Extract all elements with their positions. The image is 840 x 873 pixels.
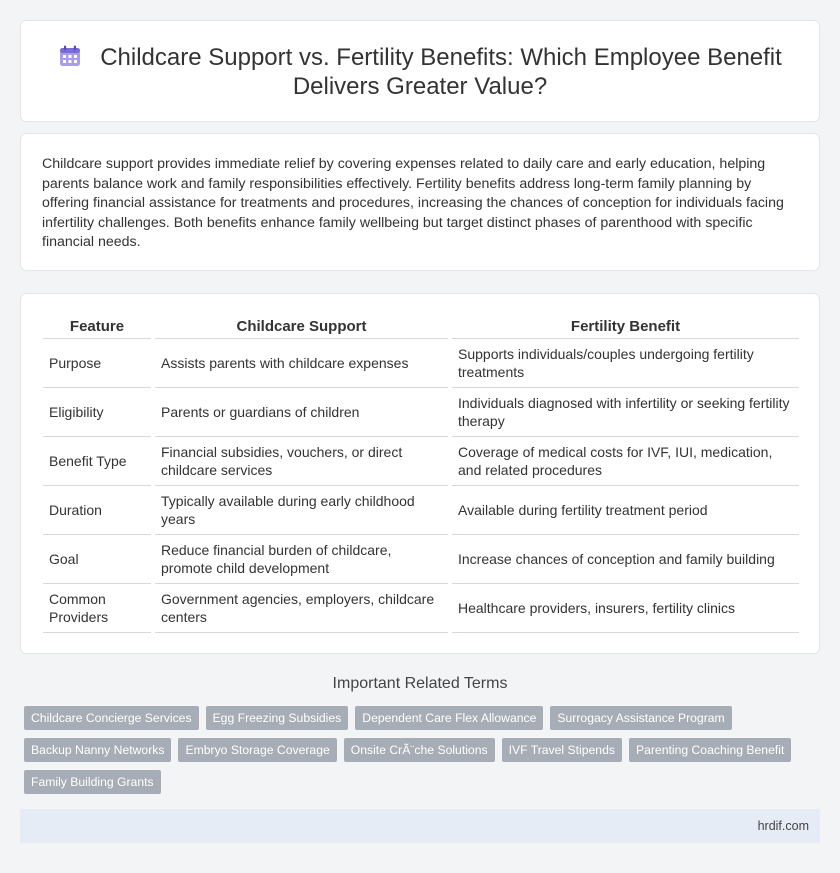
header-feature: Feature <box>43 312 153 338</box>
childcare-cell: Parents or guardians of children <box>153 387 450 436</box>
related-term-tag[interactable]: Dependent Care Flex Allowance <box>355 706 543 730</box>
childcare-cell: Assists parents with childcare expenses <box>153 338 450 387</box>
related-term-tag[interactable]: Egg Freezing Subsidies <box>206 706 349 730</box>
related-term-tag[interactable]: IVF Travel Stipends <box>502 738 622 762</box>
footer-site-link[interactable]: hrdif.com <box>757 819 809 833</box>
intro-card <box>20 133 820 271</box>
title-card <box>20 20 820 122</box>
comparison-table-card <box>20 293 820 654</box>
fertility-cell: Supports individuals/couples undergoing fertility treatments <box>450 338 799 387</box>
related-terms-title: Important Related Terms <box>332 675 508 692</box>
fertility-cell: Coverage of medical costs for IVF, IUI, medication, and related procedures <box>450 436 799 485</box>
related-term-tag[interactable]: Family Building Grants <box>24 770 161 794</box>
table-header-row <box>43 312 799 338</box>
feature-cell: Duration <box>43 485 153 534</box>
page-title <box>21 43 819 101</box>
related-term-tag[interactable]: Parenting Coaching Benefit <box>629 738 791 762</box>
intro-paragraph: Childcare support provides immediate relief by covering expenses related to daily care and early education, helping parents balance work and family responsibilities effectively. Fertility benefits address long-term family planning by offering financial assistance for treatments and procedures, increasing the chances of conception for individuals facing infertility challenges. Both benefits enhance family wellbeing but target distinct phases of parenthood with specific financial needs. <box>42 156 784 250</box>
feature-cell: Benefit Type <box>43 436 153 485</box>
fertility-cell: Individuals diagnosed with infertility or seeking fertility therapy <box>450 387 799 436</box>
header-childcare-support: Childcare Support <box>153 312 450 338</box>
feature-cell: Common Providers <box>43 583 153 632</box>
childcare-cell: Reduce financial burden of childcare, promote child development <box>153 534 450 583</box>
related-term-tag[interactable]: Onsite CrÃ¨che Solutions <box>344 738 495 762</box>
related-term-tag[interactable]: Childcare Concierge Services <box>24 706 199 730</box>
page-title-text: Childcare Support vs. Fertility Benefits: Which Employee Benefit Delivers Greater Value? <box>100 44 782 100</box>
related-term-tag[interactable]: Backup Nanny Networks <box>24 738 171 762</box>
comparison-table <box>43 312 799 633</box>
table-row <box>43 387 799 436</box>
childcare-cell: Typically available during early childhood years <box>153 485 450 534</box>
table-row <box>43 534 799 583</box>
fertility-cell: Healthcare providers, insurers, fertility clinics <box>450 583 799 632</box>
fertility-cell: Increase chances of conception and family building <box>450 534 799 583</box>
feature-cell: Purpose <box>43 338 153 387</box>
childcare-cell: Financial subsidies, vouchers, or direct childcare services <box>153 436 450 485</box>
table-row <box>43 583 799 632</box>
table-row <box>43 485 799 534</box>
footer <box>20 809 820 843</box>
fertility-cell: Available during fertility treatment period <box>450 485 799 534</box>
header-fertility-benefit: Fertility Benefit <box>450 312 799 338</box>
table-row <box>43 338 799 387</box>
childcare-cell: Government agencies, employers, childcare centers <box>153 583 450 632</box>
calendar-icon <box>58 44 82 68</box>
feature-cell: Eligibility <box>43 387 153 436</box>
related-term-tag[interactable]: Embryo Storage Coverage <box>178 738 336 762</box>
feature-cell: Goal <box>43 534 153 583</box>
table-row <box>43 436 799 485</box>
related-term-tag[interactable]: Surrogacy Assistance Program <box>550 706 731 730</box>
related-terms-list <box>24 706 804 794</box>
